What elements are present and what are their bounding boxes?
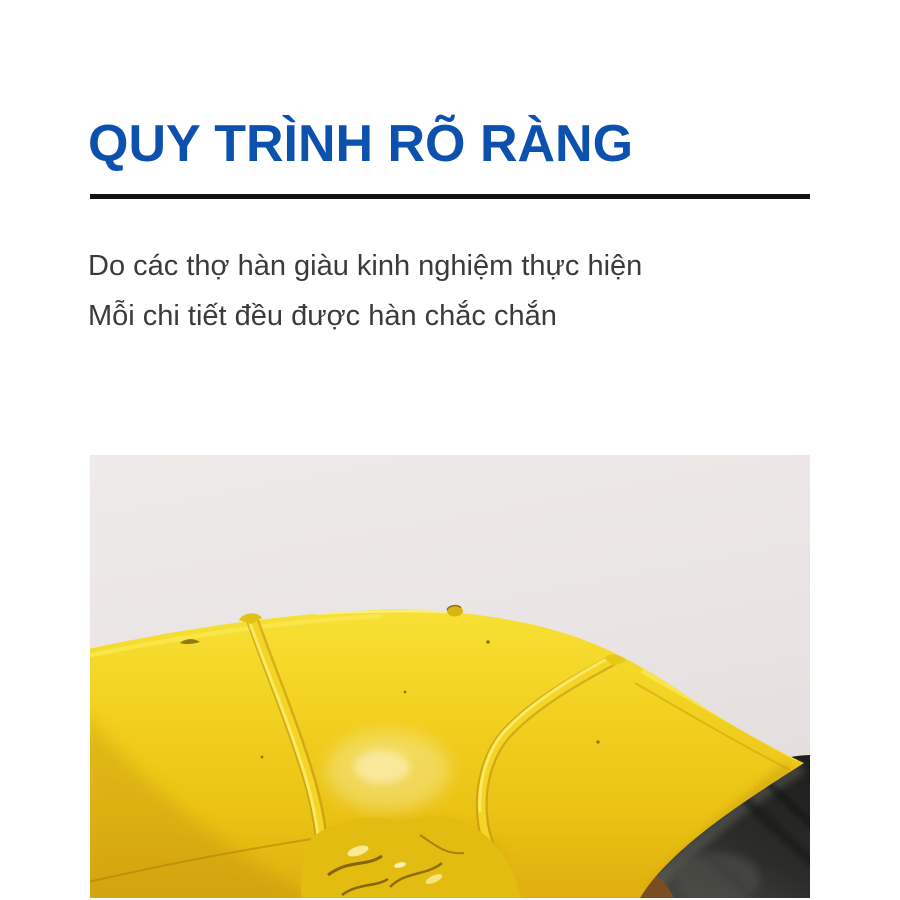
description-line-2: Mỗi chi tiết đều được hàn chắc chắn	[88, 300, 557, 332]
paint-drip	[447, 606, 463, 617]
weld-photo-svg	[90, 455, 810, 898]
page-title: QUY TRÌNH RÕ RÀNG	[88, 115, 634, 173]
description-text	[88, 252, 642, 352]
title-divider	[90, 194, 810, 199]
description-line-1: Do các thợ hàn giàu kinh nghiệm thực hiện	[88, 250, 643, 282]
weld-photo	[90, 455, 810, 898]
